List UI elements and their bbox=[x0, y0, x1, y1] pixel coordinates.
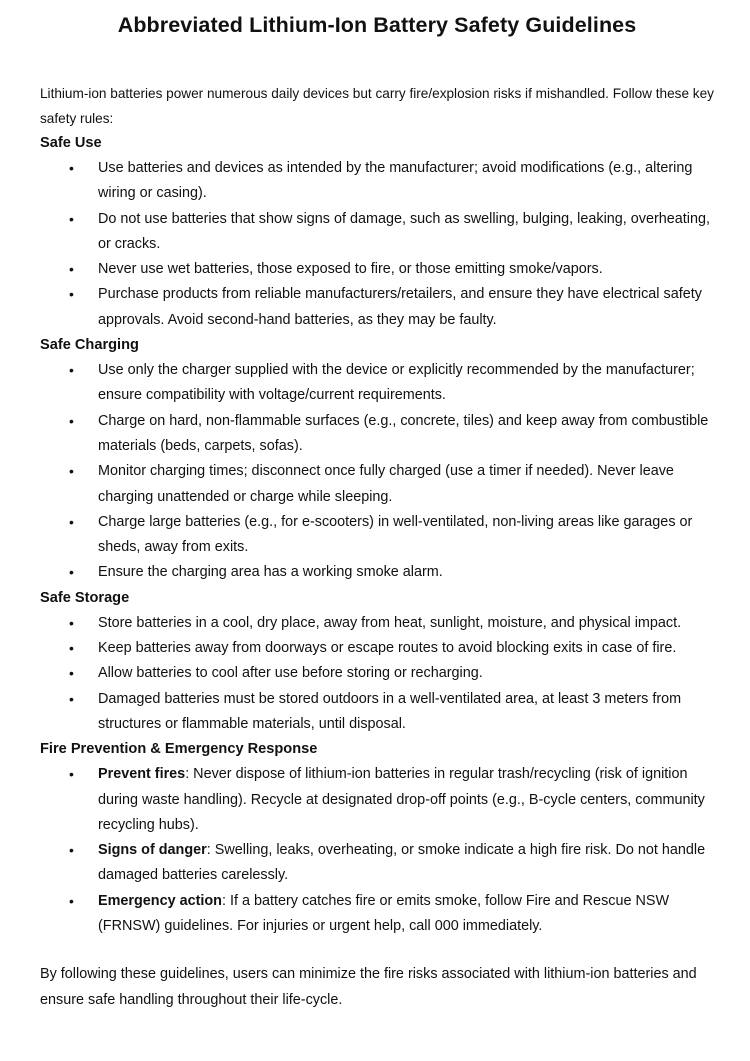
item-text: Use only the charger supplied with the device or explicitly recommended by the manufacturer; ensure compatibility with voltage/current requirements. bbox=[98, 362, 695, 404]
bullet-icon: • bbox=[69, 412, 74, 429]
list-item bbox=[69, 358, 714, 409]
item-text: Ensure the charging area has a working smoke alarm. bbox=[98, 564, 443, 581]
bullet-icon: • bbox=[69, 513, 74, 530]
bullet-icon: • bbox=[69, 463, 74, 480]
list-item bbox=[69, 636, 714, 661]
bullet-icon: • bbox=[69, 261, 74, 278]
list-item bbox=[69, 661, 714, 686]
bullet-icon: • bbox=[69, 210, 74, 227]
list-item bbox=[69, 257, 714, 282]
bullet-icon: • bbox=[69, 564, 74, 581]
document-title: Abbreviated Lithium-Ion Battery Safety Guidelines bbox=[117, 13, 637, 37]
item-text: Damaged batteries must be stored outdoors in a well-ventilated area, at least 3 meters from structures or flammable materials, until disposal. bbox=[98, 690, 682, 732]
item-lead: Signs of danger bbox=[98, 842, 207, 859]
list-item bbox=[69, 282, 714, 333]
list-item bbox=[69, 560, 714, 585]
bullet-icon: • bbox=[69, 614, 74, 631]
item-text: Charge on hard, non-flammable surfaces (e.g., concrete, tiles) and keep away from combustible materials (beds, carpets, sofas). bbox=[98, 412, 709, 454]
bullet-icon: • bbox=[69, 362, 74, 379]
bullet-icon: • bbox=[69, 766, 74, 783]
bullet-icon: • bbox=[69, 286, 74, 303]
section-heading: Safe Use bbox=[40, 135, 102, 151]
bullet-list bbox=[40, 611, 714, 737]
list-item bbox=[69, 459, 714, 510]
bullet-list bbox=[40, 762, 714, 939]
closing-paragraph: By following these guidelines, users can minimize the fire risks associated with lithium-ion batteries and ensure safe handling throughout their life-cycle. bbox=[40, 966, 697, 1009]
bullet-icon: • bbox=[69, 690, 74, 707]
section-heading: Safe Storage bbox=[40, 589, 130, 606]
bullet-list bbox=[40, 358, 714, 586]
item-text: Charge large batteries (e.g., for e-scooters) in well-ventilated, non-living areas like garages or sheds, away from exits. bbox=[98, 513, 693, 556]
item-text: : If a battery catches fire or emits smoke, follow Fire and Rescue NSW (FRNSW) guidelines. For injuries or urgent help, call 000 immediately. bbox=[98, 892, 670, 935]
bullet-icon: • bbox=[69, 842, 74, 859]
bullet-icon: • bbox=[69, 160, 74, 176]
item-text: Monitor charging times; disconnect once fully charged (use a timer if needed). Never leave charging unattended or charge while sleeping. bbox=[98, 463, 674, 505]
list-item bbox=[69, 889, 714, 940]
section-heading: Fire Prevention & Emergency Response bbox=[40, 741, 318, 758]
list-item bbox=[69, 687, 714, 738]
list-item bbox=[69, 762, 714, 838]
item-text: Do not use batteries that show signs of damage, such as swelling, bulging, leaking, overheating, or cracks. bbox=[98, 210, 710, 252]
item-text: Purchase products from reliable manufacturers/retailers, and ensure they have electrical safety approvals. Avoid second-hand batteries, as they may be faulty. bbox=[98, 286, 702, 328]
section-heading: Safe Charging bbox=[40, 337, 139, 354]
list-item bbox=[69, 611, 714, 636]
list-item bbox=[69, 510, 714, 561]
bullet-icon: • bbox=[69, 640, 74, 657]
item-text: : Swelling, leaks, overheating, or smoke indicate a high fire risk. Do not handle damaged batteries carelessly. bbox=[98, 842, 706, 884]
item-lead: Prevent fires bbox=[98, 766, 186, 783]
bullet-icon: • bbox=[69, 892, 74, 909]
item-text: Keep batteries away from doorways or escape routes to avoid blocking exits in case of fire. bbox=[98, 640, 677, 657]
list-item bbox=[69, 838, 714, 889]
item-text: Use batteries and devices as intended by the manufacturer; avoid modifications (e.g., altering wiring or casing). bbox=[98, 160, 693, 202]
list-item bbox=[69, 156, 714, 207]
item-text: : Never dispose of lithium-ion batteries in regular trash/recycling (risk of ignition during waste handling). Recycle at designated drop-off points (e.g., B-cycle centers, community recycling hubs). bbox=[98, 766, 705, 833]
item-lead: Emergency action bbox=[98, 892, 222, 909]
list-item bbox=[69, 409, 714, 460]
intro-paragraph: Lithium-ion batteries power numerous daily devices but carry fire/explosion risks if mishandled. Follow these key safety rules: bbox=[40, 86, 714, 126]
list-item bbox=[69, 207, 714, 258]
item-text: Never use wet batteries, those exposed to fire, or those emitting smoke/vapors. bbox=[98, 261, 603, 278]
item-text: Store batteries in a cool, dry place, away from heat, sunlight, moisture, and physical impact. bbox=[98, 614, 682, 631]
sections-container bbox=[40, 131, 714, 939]
item-text: Allow batteries to cool after use before storing or recharging. bbox=[98, 665, 483, 682]
bullet-icon: • bbox=[69, 665, 74, 682]
bullet-list bbox=[40, 156, 714, 333]
